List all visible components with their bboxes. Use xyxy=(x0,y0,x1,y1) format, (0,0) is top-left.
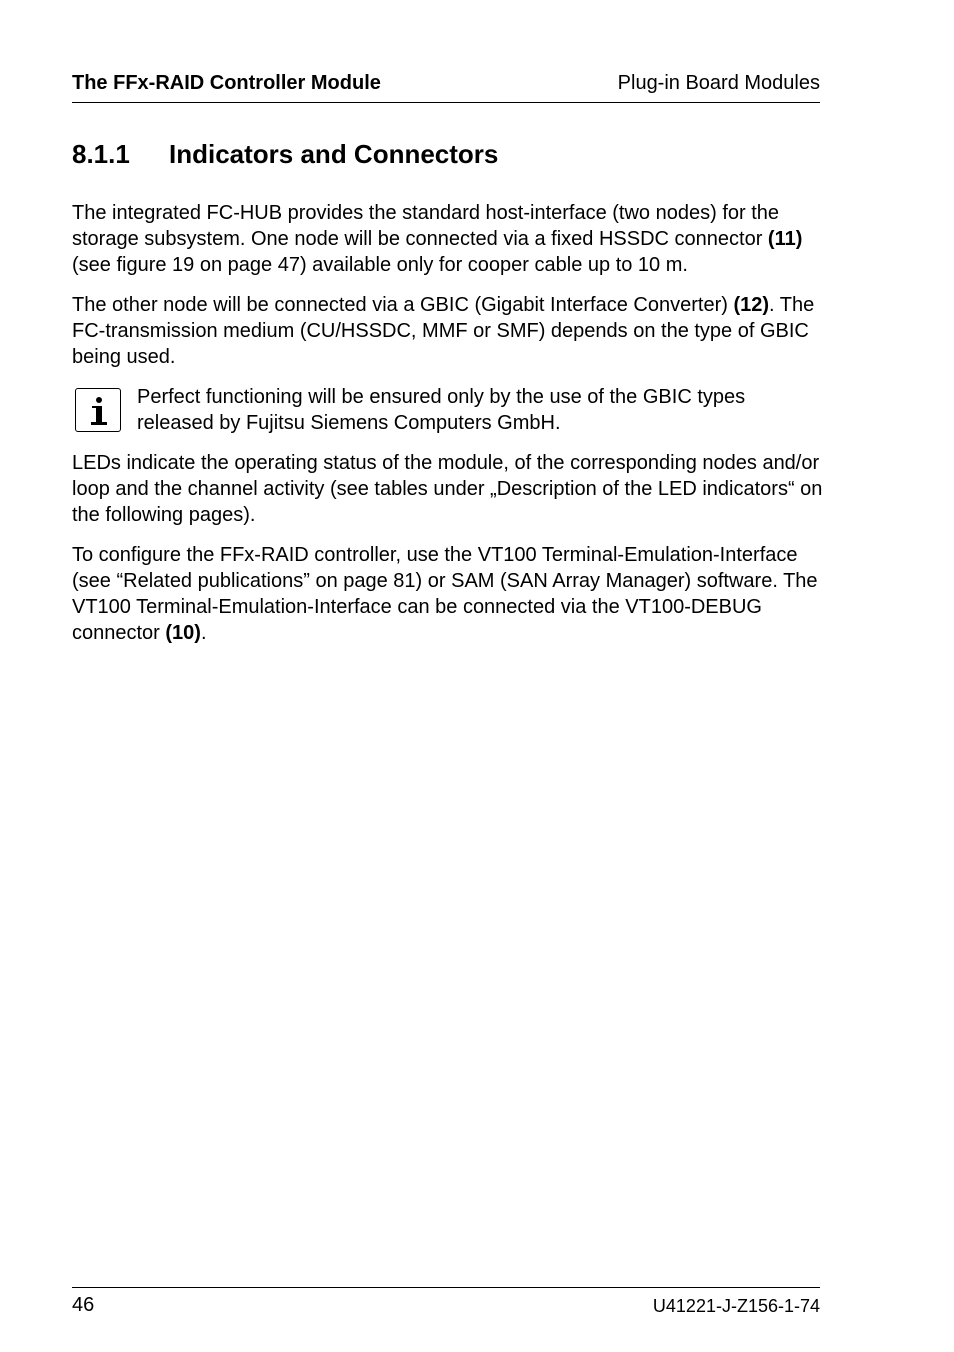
paragraph-gbic xyxy=(72,292,824,370)
section-title: Indicators and Connectors xyxy=(169,139,499,169)
paragraph-text: The other node will be connected via a GBIC (Gigabit Interface Converter) xyxy=(72,294,734,316)
header-section-title: Plug-in Board Modules xyxy=(617,72,820,94)
paragraph-leds: LEDs indicate the operating status of the module, of the corresponding nodes and/or loop and the channel activity (see tables under „Description of the LED indicators“ on the following pages). xyxy=(72,452,823,526)
paragraph-hssdc xyxy=(72,200,824,278)
paragraph-text: . The FC-transmission medium (CU/HSSDC, MMF or SMF) depends on the type of GBIC being used. xyxy=(72,294,815,368)
page-number: 46 xyxy=(72,1294,95,1316)
section-heading xyxy=(72,139,498,170)
paragraph-configure xyxy=(72,542,824,646)
info-icon xyxy=(75,388,121,432)
section-number: 8.1.1 xyxy=(72,139,130,169)
connector-ref-10: (10) xyxy=(165,622,201,644)
paragraph-text: (see figure 19 on page 47) available only for cooper cable up to 10 m. xyxy=(72,254,688,276)
paragraph-text: To configure the FFx-RAID controller, use the VT100 Terminal-Emulation-Interface (see “Related publications” on page 81) or SAM (SAN Array Manager) software. The VT100 Terminal-Emulation-Interface can be connected via the VT100-DEBUG connector xyxy=(72,544,818,644)
body-content xyxy=(72,200,824,660)
document-code: U41221-J-Z156-1-74 xyxy=(652,1296,820,1316)
paragraph-text: . xyxy=(200,622,207,644)
connector-ref-12: (12) xyxy=(733,294,770,316)
paragraph-text: The integrated FC-HUB provides the standard host-interface (two nodes) for the storage subsystem. One node will be connected via a fixed HSSDC connector xyxy=(72,202,780,250)
page-footer xyxy=(72,1287,820,1316)
connector-ref-11: (11) xyxy=(767,228,803,250)
header-chapter-title: The FFx-RAID Controller Module xyxy=(72,72,381,94)
info-note xyxy=(72,384,824,436)
page-header xyxy=(72,70,820,103)
note-text: Perfect functioning will be ensured only by the use of the GBIC types released by Fujitsu Siemens Computers GmbH. xyxy=(137,386,746,434)
